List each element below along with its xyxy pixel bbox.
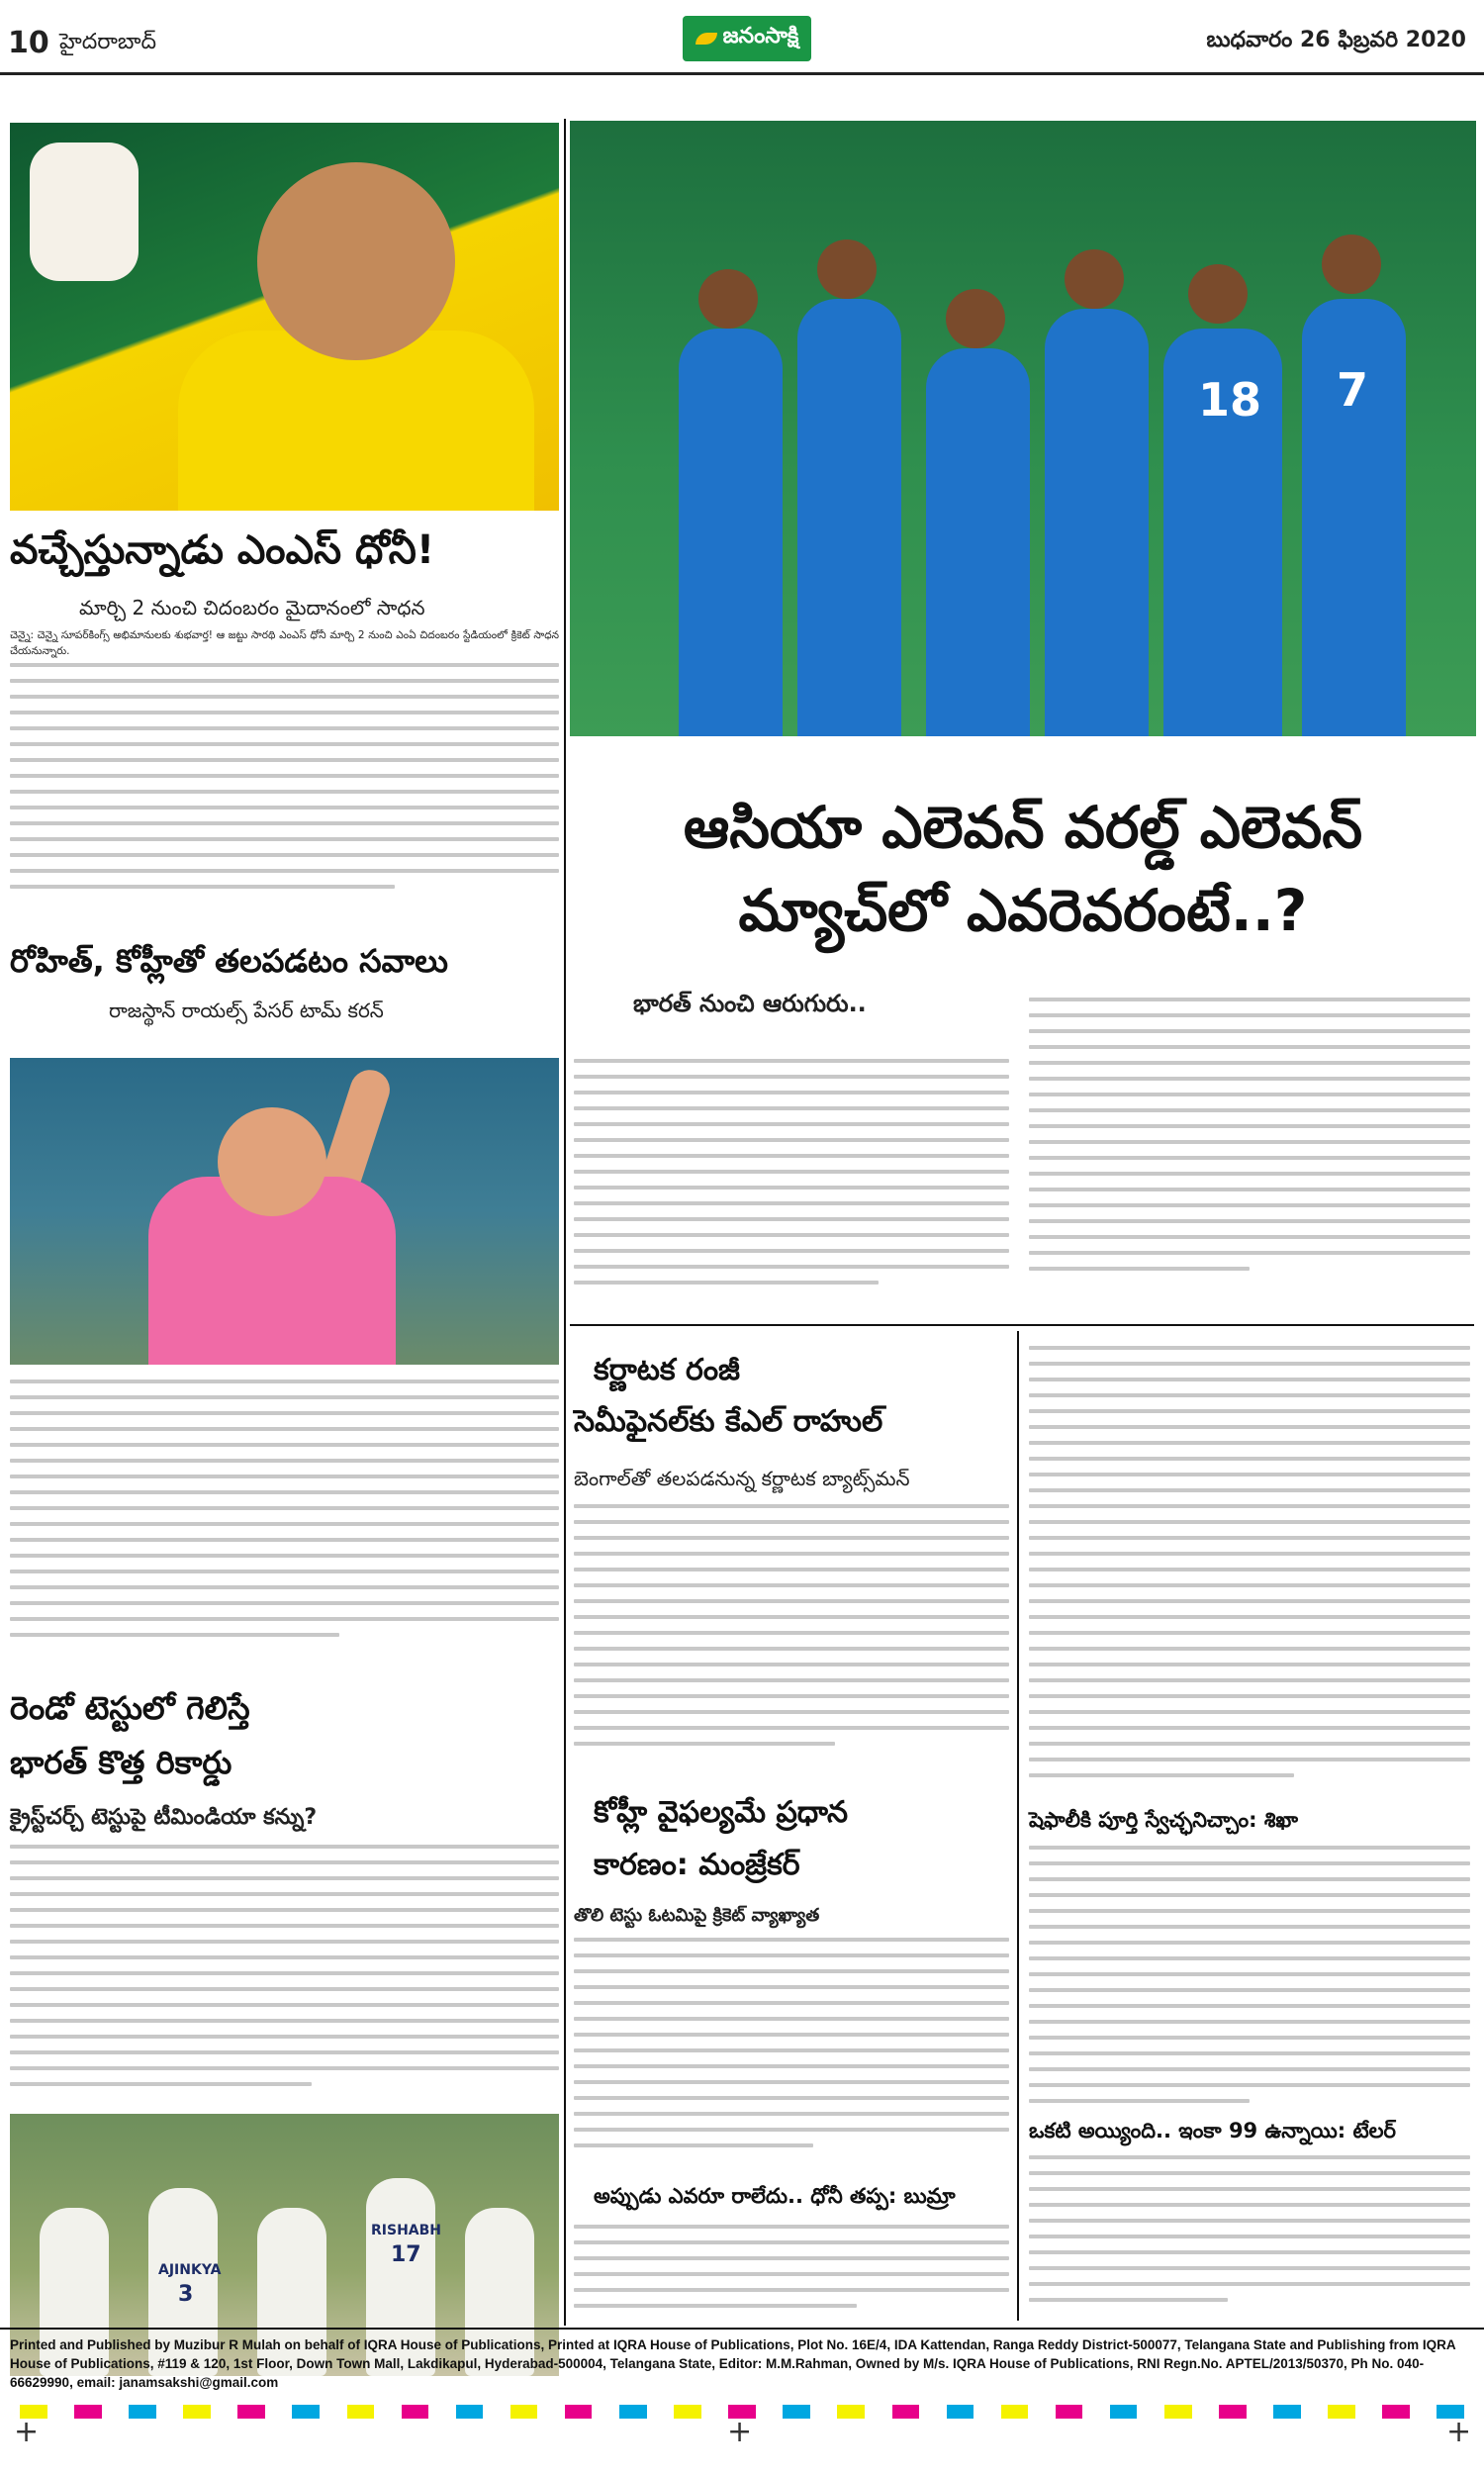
dhoni-body-lead: చెన్నై: చెన్నై సూపర్‌కింగ్స్ అభిమానులకు శుభవార్త! ఆ జట్టు సారథి ఎంఎస్ ధోనీ మార్చి 2 నుంచి ఎంఏ చిదంబరం స్టేడియంలో క్రికెట్ సాధన చేయనున్నారు. <box>10 629 559 657</box>
face-shape <box>698 269 758 329</box>
shikha-headline: షెఫాలీకి పూర్తి స్వేచ్ఛనిచ్చాం: శిఖా <box>1029 1808 1299 1832</box>
jersey-number-17: 17 <box>391 2242 421 2267</box>
test-headline-line1: రెండో టెస్టులో గెలిస్తే <box>10 1689 250 1727</box>
face-shape <box>218 1107 326 1216</box>
jersey-number-18: 18 <box>1198 373 1262 427</box>
shikha-body-text <box>1029 1846 1470 2113</box>
leaf-icon <box>696 33 717 45</box>
main-body-text-right <box>1029 998 1470 1294</box>
dhoni-subhead: మార్చి 2 నుంచి చిదంబరం మైదానంలో సాధన <box>79 596 425 619</box>
taylor-headline: ఒకటి అయ్యింది.. ఇంకా 99 ఉన్నాయి: టేలర్ <box>1029 2119 1397 2142</box>
player-shape <box>797 299 901 736</box>
face-shape <box>946 289 1005 348</box>
curran-subhead: రాజస్థాన్ రాయల్స్ పేసర్ టామ్ కరన్ <box>109 999 384 1022</box>
curran-headline: రోహిత్, కోహ్లీతో తలపడటం సవాలు <box>10 942 448 980</box>
face-shape <box>817 239 877 299</box>
main-headline-line2: మ్యాచ్‌లో ఎవరెవరంటే..? <box>738 877 1308 945</box>
main-body-text-left <box>574 1059 1009 1296</box>
player-shape <box>679 329 783 736</box>
main-subhead: భారత్ నుంచి ఆరుగురు.. <box>633 990 867 1017</box>
kohli-headline-line1: కోహ్లీ వైఫల్యమే ప్రధాన <box>594 1795 849 1830</box>
newspaper-logo <box>683 16 811 61</box>
edition-city: హైదరాబాద్ <box>59 30 156 54</box>
crop-mark-icon: + <box>727 2415 753 2449</box>
rahul-subhead: బెంగాల్‌తో తలపడనున్న కర్ణాటక బ్యాట్స్‌మన్ <box>574 1467 910 1490</box>
footer-rule <box>0 2328 1484 2330</box>
inner-column-divider <box>1017 1331 1019 2321</box>
bumrah-headline: అప్పుడు ఎవరూ రాలేదు.. ధోనీ తప్ప: బుమ్రా <box>594 2184 956 2208</box>
test-body-text <box>10 1845 559 2102</box>
dhoni-body-text <box>10 663 559 920</box>
page-number: 10 <box>8 26 49 60</box>
glove-shape <box>30 143 139 281</box>
main-headline <box>574 786 1472 952</box>
kohli-subhead: తొలి టెస్టు ఓటమిపై క్రికెట్ వ్యాఖ్యాత <box>574 1905 820 1926</box>
crop-mark-icon: + <box>1446 2415 1472 2449</box>
taylor-body-text <box>1029 2155 1470 2324</box>
kohli-headline-line2: కారణం: మంజ్రేకర్ <box>594 1848 800 1882</box>
india-team-photo <box>570 121 1476 736</box>
kohli-body-text <box>574 1938 1009 2175</box>
bumrah-body-text <box>574 2225 1009 2324</box>
rahul-headline-line2: సెమీఫైనల్‌కు కేఎల్ రాహుల్ <box>574 1404 883 1439</box>
issue-date: బుధవారం 26 ఫిబ్రవరి 2020 <box>1206 28 1466 52</box>
curran-photo <box>10 1058 559 1365</box>
publisher-imprint: Printed and Published by Muzibur R Mulah on behalf of IQRA House of Publications, Printed at IQRA House of Publications, Plot No. 16E/4, IDA Kattendan, Ranga Reddy District-500077, Telangana State and Publishing from IQRA House of Publications, #119 & 120, 1st Floor, Down Town Mall, Lakdikapul, Hyderabad-500004, Telangana State, Editor: M.M.Rahman, Owned by M/s. IQRA House of Publications, RNI Regn.No. APTEL/2013/50370, Ph No. 040-66629990, email: janamsakshi@gmail.com <box>10 2337 1456 2390</box>
jersey-name-ajinkya: AJINKYA <box>158 2262 222 2278</box>
face-shape <box>1188 264 1248 324</box>
jersey-number-7: 7 <box>1337 363 1369 417</box>
test-subhead: క్రైస్ట్‌చర్చ్ టెస్టుపై టీమిండియా కన్ను? <box>10 1805 318 1830</box>
jersey-name-rishabh: RISHABH <box>371 2223 442 2238</box>
newspaper-name: జనంసాక్షి <box>722 24 799 48</box>
face-shape <box>1322 235 1381 294</box>
dhoni-headline: వచ్చేస్తున్నాడు ఎంఎస్ ధోనీ! <box>10 527 435 573</box>
page-header <box>0 0 1484 75</box>
rahul-headline-line1: కర్ణాటక రంజీ <box>594 1353 740 1387</box>
dhoni-photo <box>10 123 559 511</box>
face-shape <box>257 162 455 360</box>
player-shape <box>1045 309 1149 736</box>
jersey-number-3: 3 <box>178 2282 194 2307</box>
test-headline-line2: భారత్ కొత్త రికార్డు <box>10 1744 232 1781</box>
curran-body-text <box>10 1380 559 1676</box>
crop-mark-icon: + <box>14 2415 40 2449</box>
continued-body-text <box>1029 1346 1470 1801</box>
face-shape <box>1065 249 1124 309</box>
column-divider <box>564 119 566 2326</box>
main-headline-line1: ఆసియా ఎలెవన్ వరల్డ్ ఎలెవన్ <box>683 794 1363 861</box>
player-shape <box>926 348 1030 736</box>
section-divider <box>570 1324 1474 1326</box>
rahul-body-text <box>574 1504 1009 1771</box>
